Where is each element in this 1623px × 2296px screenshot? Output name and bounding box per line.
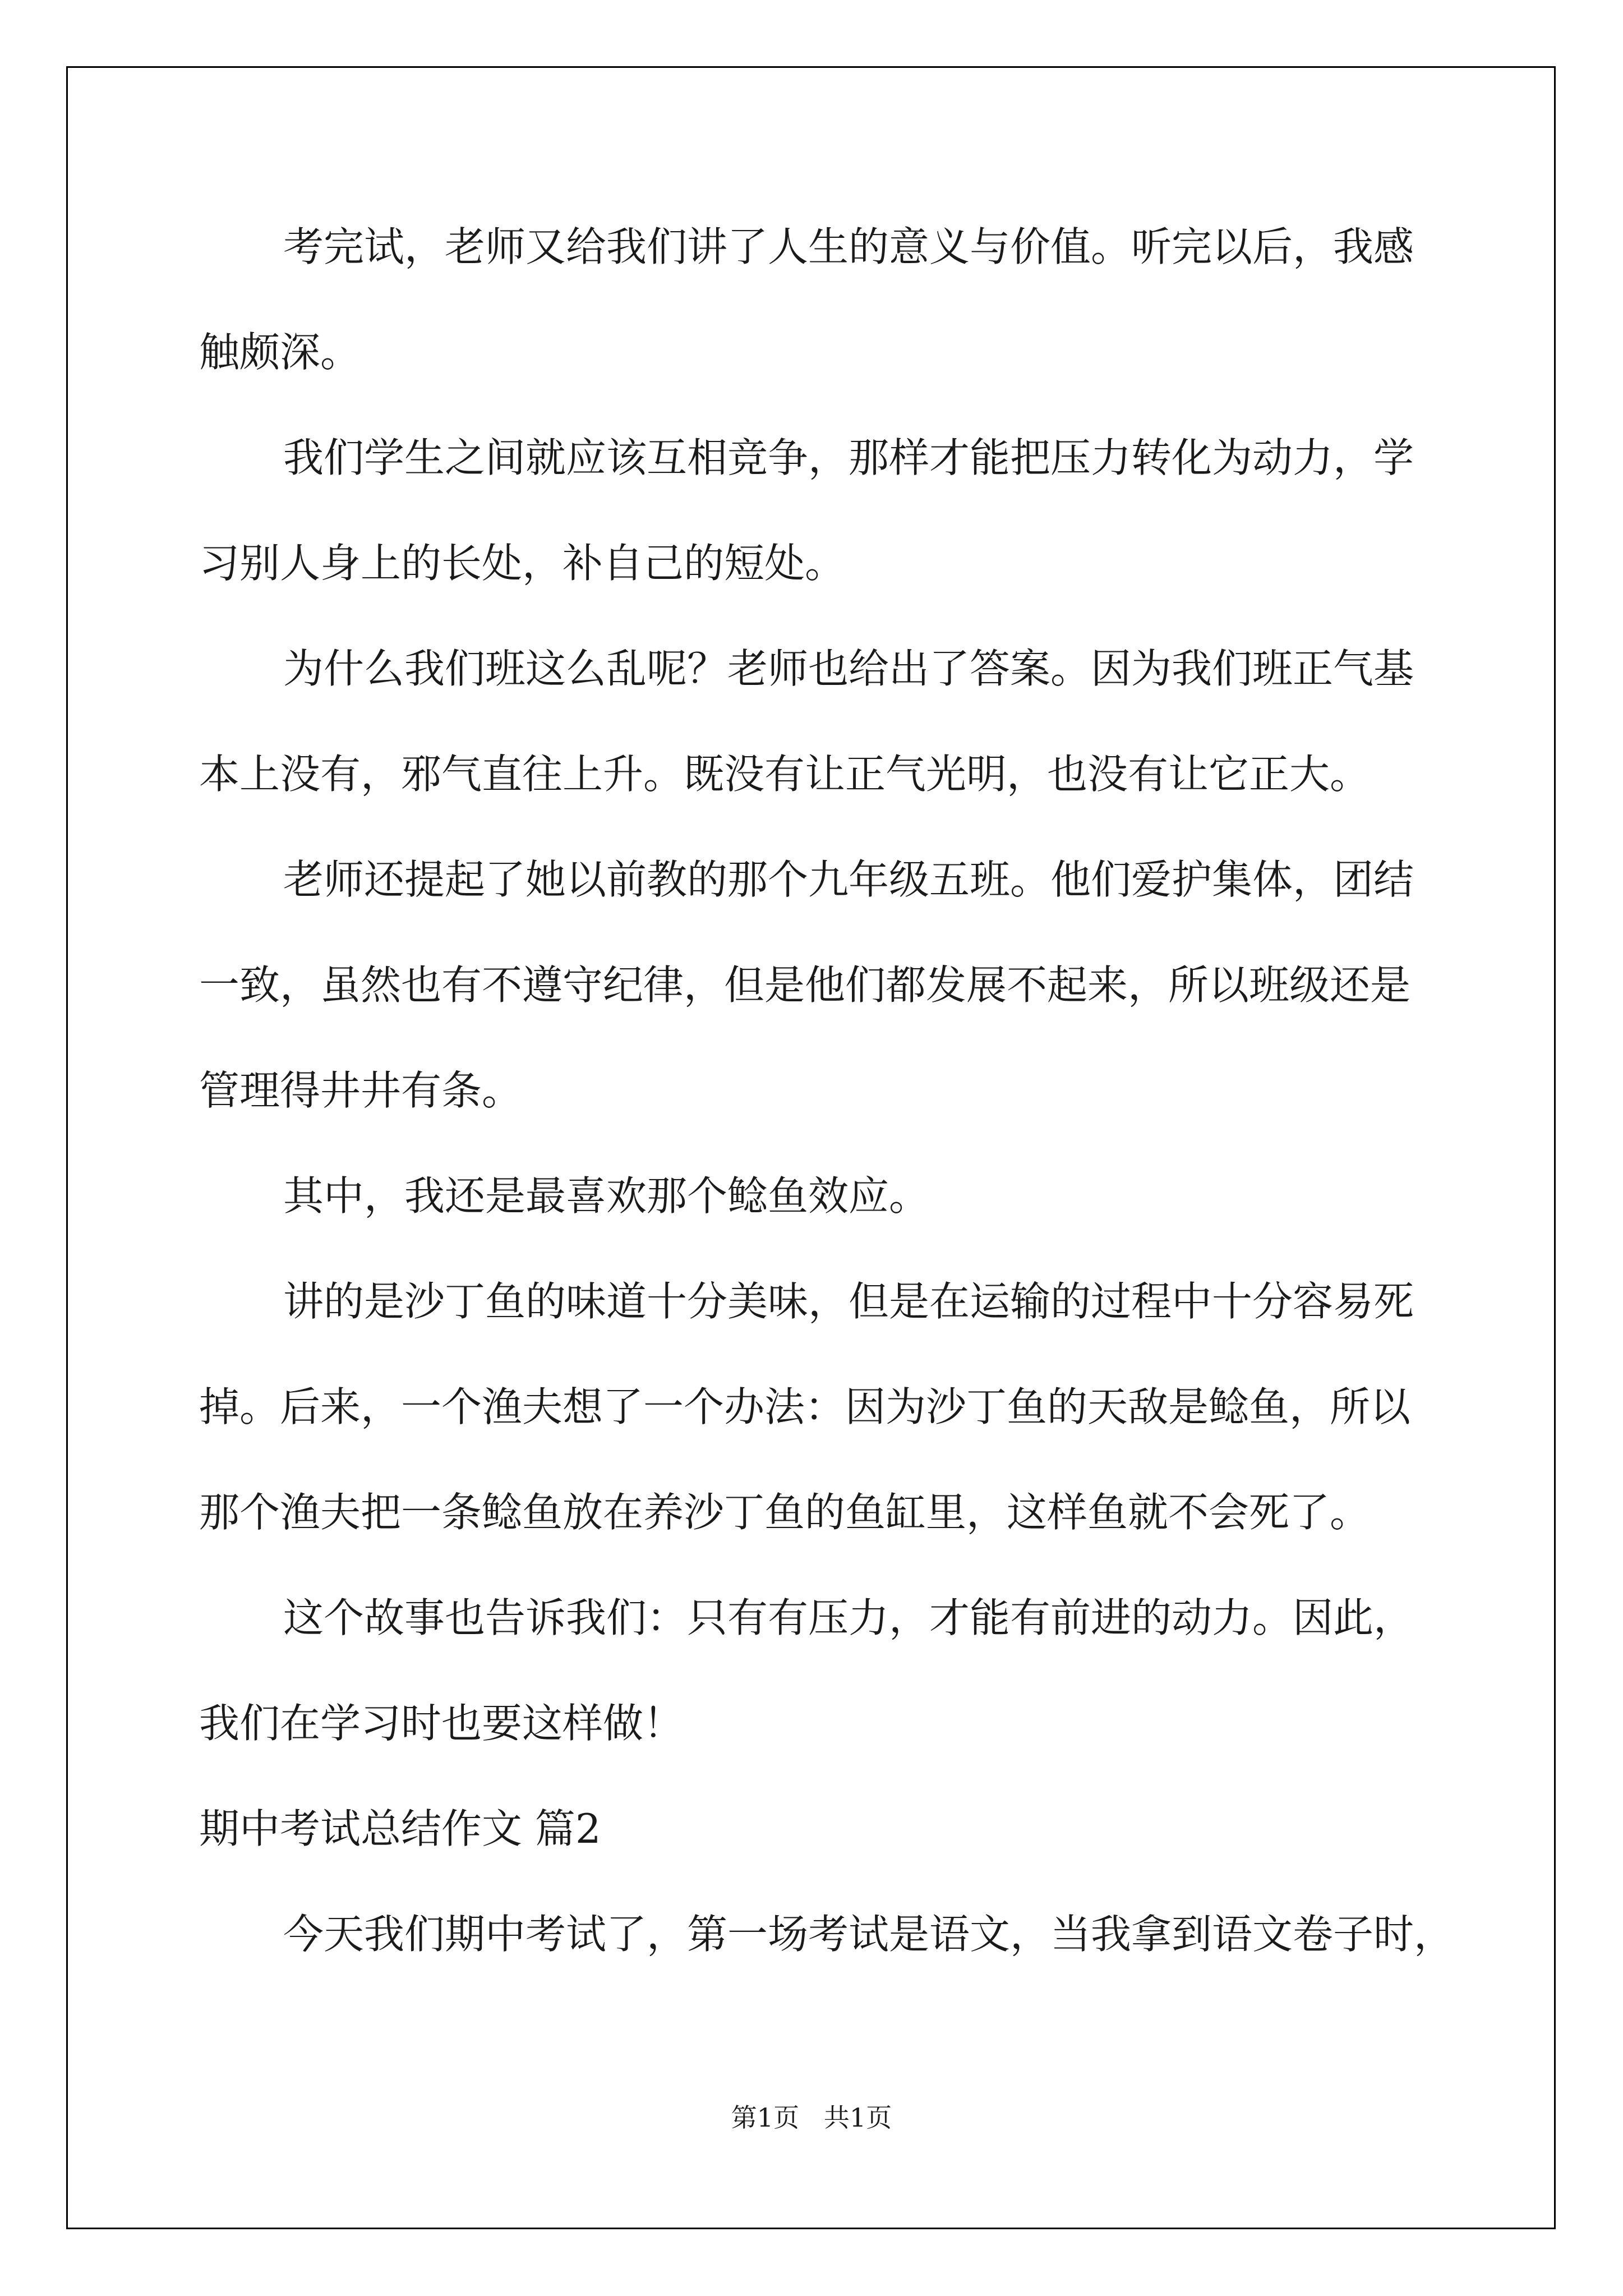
paragraph-line: 管理得井井有条。 [199, 1067, 523, 1114]
paragraph-line: 我们在学习时也要这样做！ [199, 1700, 684, 1747]
paragraph-line: 这个故事也告诉我们：只有有压力，才能有前进的动力。因此， [283, 1594, 1414, 1641]
paragraph-line: 触颇深。 [199, 329, 361, 376]
page-footer: 第1页 共1页 [731, 2102, 892, 2133]
paragraph-line: 其中，我还是最喜欢那个鲶鱼效应。 [283, 1172, 930, 1220]
section-heading: 期中考试总结作文 篇2 [199, 1805, 601, 1852]
paragraph-line: 今天我们期中考试了，第一场考试是语文，当我拿到语文卷子时， [283, 1911, 1455, 1958]
paragraph-line: 本上没有，邪气直往上升。既没有让正气光明，也没有让它正大。 [199, 751, 1371, 798]
page-border [66, 66, 1556, 2229]
paragraph-line: 为什么我们班这么乱呢？老师也给出了答案。因为我们班正气基 [283, 645, 1414, 692]
paragraph-line: 习别人身上的长处，补自己的短处。 [199, 540, 846, 587]
paragraph-line: 一致，虽然也有不遵守纪律，但是他们都发展不起来，所以班级还是 [199, 961, 1411, 1009]
paragraph-line: 老师还提起了她以前教的那个九年级五班。他们爱护集体，团结 [283, 856, 1414, 903]
paragraph-line: 掉。后来，一个渔夫想了一个办法：因为沙丁鱼的天敌是鲶鱼，所以 [199, 1383, 1411, 1430]
paragraph-line: 我们学生之间就应该互相竞争，那样才能把压力转化为动力，学 [283, 434, 1414, 481]
paragraph-line: 考完试，老师又给我们讲了人生的意义与价值。听完以后，我感 [283, 223, 1414, 270]
paragraph-line: 讲的是沙丁鱼的味道十分美味，但是在运输的过程中十分容易死 [283, 1278, 1414, 1325]
paragraph-line: 那个渔夫把一条鲶鱼放在养沙丁鱼的鱼缸里，这样鱼就不会死了。 [199, 1489, 1371, 1536]
